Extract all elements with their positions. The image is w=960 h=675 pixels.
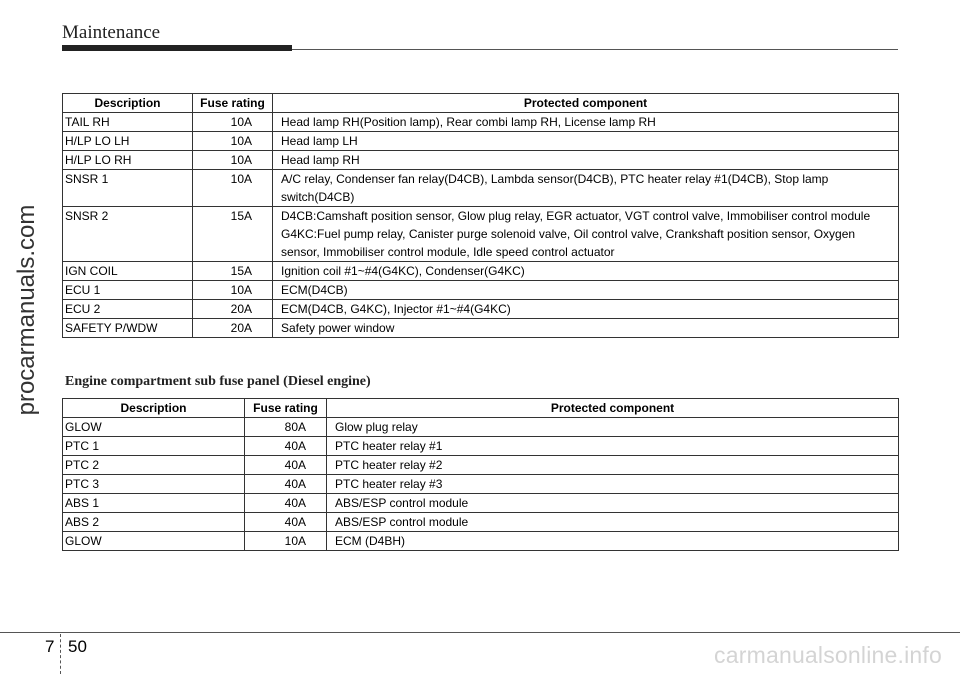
protected-component: PTC heater relay #3 [327,475,899,494]
header-rating: Fuse rating [193,94,273,113]
table-row [63,132,899,151]
fuse-rating: 10A [193,132,273,151]
table-row [63,262,899,281]
title-rule-thin [292,49,898,50]
protected-component: PTC heater relay #1 [327,437,899,456]
table-row [63,207,899,262]
title-rule-thick [62,45,292,51]
protected-component: Glow plug relay [327,418,899,437]
fuse-rating: 10A [245,532,327,551]
table-row [63,456,899,475]
fuse-description: ABS 1 [63,494,245,513]
fuse-rating: 40A [245,437,327,456]
table-row [63,475,899,494]
protected-component: Head lamp LH [273,132,899,151]
section-heading: Engine compartment sub fuse panel (Diesel engine) [65,374,371,389]
protected-component: D4CB:Camshaft position sensor, Glow plug relay, EGR actuator, VGT control valve, Immobiliser control module G4KC:Fuel pump relay, Canister purge solenoid valve, Oil control valve, Crankshaft position sensor, Oxygen sensor, Immobiliser control module, Idle speed control actuator [273,207,899,262]
header-description: Description [63,94,193,113]
footer-divider [60,634,61,674]
fuse-rating: 10A [193,281,273,300]
fuse-rating: 10A [193,113,273,132]
fuse-description: SNSR 1 [63,170,193,207]
protected-component: ABS/ESP control module [327,494,899,513]
watermark-bottom: carmanualsonline.info [714,642,942,668]
header-component: Protected component [273,94,899,113]
page-title: Maintenance [62,22,161,43]
protected-component: A/C relay, Condenser fan relay(D4CB), Lambda sensor(D4CB), PTC heater relay #1(D4CB), Stop lamp switch(D4CB) [273,170,899,207]
header-description: Description [63,399,245,418]
fuse-rating: 40A [245,475,327,494]
table-row [63,170,899,207]
fuse-description: SAFETY P/WDW [63,319,193,338]
fuse-description: H/LP LO LH [63,132,193,151]
fuse-description: H/LP LO RH [63,151,193,170]
protected-component: ECM(D4CB) [273,281,899,300]
fuse-table-main [62,93,899,338]
table-row [63,281,899,300]
fuse-rating: 40A [245,456,327,475]
fuse-rating: 15A [193,262,273,281]
fuse-description: ECU 2 [63,300,193,319]
fuse-rating: 10A [193,170,273,207]
fuse-description: GLOW [63,418,245,437]
table-row [63,418,899,437]
fuse-rating: 10A [193,151,273,170]
watermark-side: procarmanuals.com [13,204,40,416]
protected-component: Head lamp RH [273,151,899,170]
header-component: Protected component [327,399,899,418]
header-rating: Fuse rating [245,399,327,418]
table-row [63,494,899,513]
protected-component: ABS/ESP control module [327,513,899,532]
footer-rule [0,632,960,633]
protected-component: Head lamp RH(Position lamp), Rear combi lamp RH, License lamp RH [273,113,899,132]
fuse-rating: 40A [245,513,327,532]
fuse-rating: 20A [193,300,273,319]
fuse-description: SNSR 2 [63,207,193,262]
fuse-rating: 15A [193,207,273,262]
table-header-row [63,94,899,113]
fuse-table-main-body [63,113,899,338]
fuse-description: ECU 1 [63,281,193,300]
protected-component: ECM(D4CB, G4KC), Injector #1~#4(G4KC) [273,300,899,319]
table-header-row [63,399,899,418]
fuse-description: GLOW [63,532,245,551]
fuse-description: TAIL RH [63,113,193,132]
fuse-description: ABS 2 [63,513,245,532]
fuse-description: PTC 3 [63,475,245,494]
fuse-description: PTC 1 [63,437,245,456]
fuse-rating: 40A [245,494,327,513]
fuse-rating: 20A [193,319,273,338]
fuse-description: PTC 2 [63,456,245,475]
fuse-table-sub-body [63,418,899,551]
protected-component: Safety power window [273,319,899,338]
fuse-description: IGN COIL [63,262,193,281]
table-row [63,319,899,338]
protected-component: Ignition coil #1~#4(G4KC), Condenser(G4KC) [273,262,899,281]
table-row [63,300,899,319]
protected-component: PTC heater relay #2 [327,456,899,475]
table-row [63,437,899,456]
table-row [63,513,899,532]
protected-component: ECM (D4BH) [327,532,899,551]
page-number: 50 [68,637,87,656]
fuse-table-sub [62,398,899,551]
table-row [63,113,899,132]
table-row [63,532,899,551]
chapter-number: 7 [45,637,55,656]
table-row [63,151,899,170]
fuse-rating: 80A [245,418,327,437]
